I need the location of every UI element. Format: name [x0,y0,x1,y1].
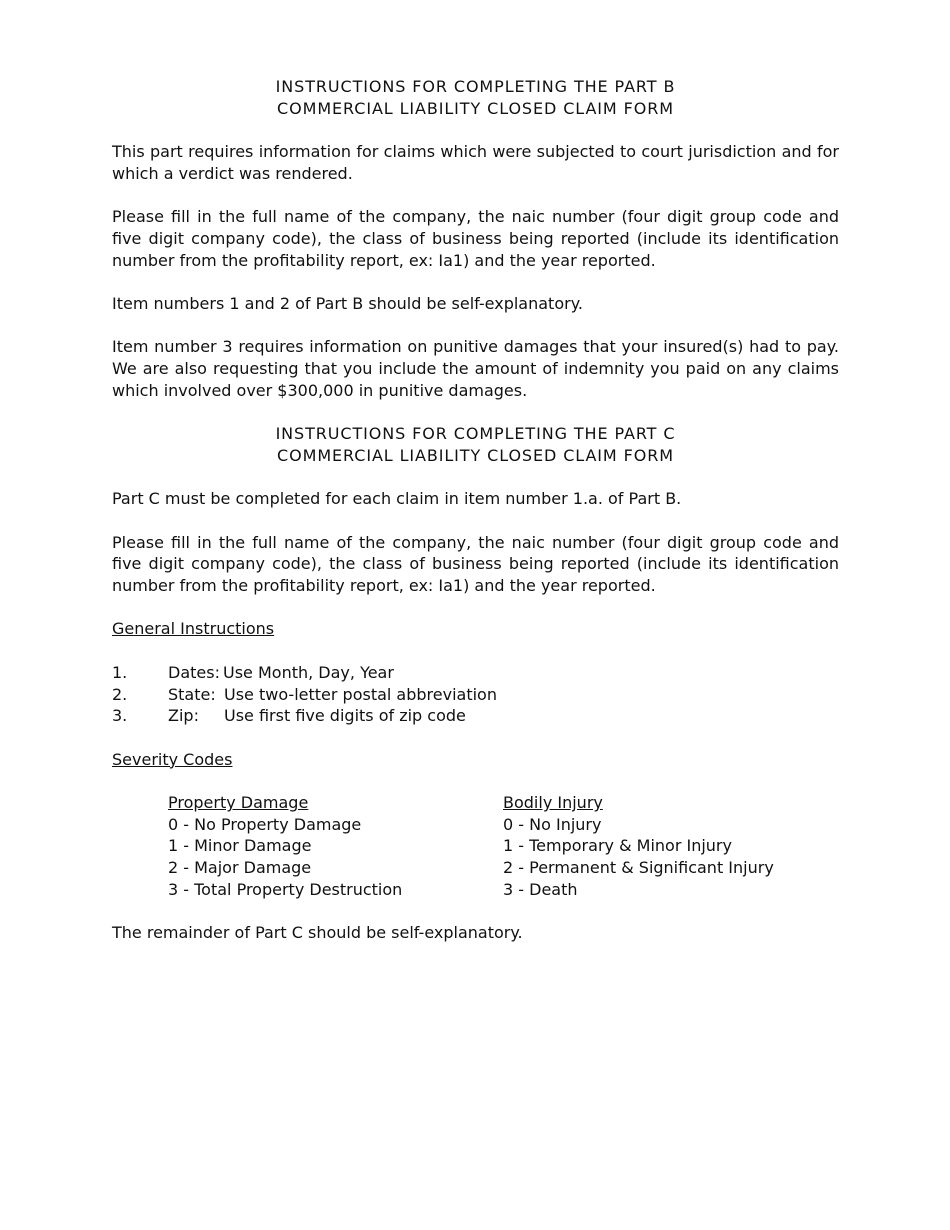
severity-codes-table [112,792,839,901]
general-item-label: State: [168,684,216,704]
general-item-label: Dates: [168,662,220,682]
part-b-paragraph-2: Please fill in the full name of the company, the naic number (four digit group code and five digit company code), the class of business being reported (include its identification number from the profitability report, ex: Ia1) and the year reported. [112,207,839,270]
general-item-number: 1. [112,662,128,682]
part-b-paragraph-3: Item numbers 1 and 2 of Part B should be self-explanatory. [112,293,583,313]
general-item-label: Zip: [168,706,199,726]
general-item-number: 3. [112,706,128,726]
general-item-2 [112,684,839,706]
closing-paragraph: The remainder of Part C should be self-explanatory. [112,923,523,943]
part-b-heading-line2: COMMERCIAL LIABILITY CLOSED CLAIM FORM [277,98,674,118]
general-instructions-title: General Instructions [112,619,275,639]
property-damage-item: 1 - Minor Damage [168,836,312,856]
part-c-paragraph-1: Part C must be completed for each claim in item number 1.a. of Part B. [112,489,682,509]
property-damage-item: 2 - Major Damage [168,858,312,878]
part-b-heading-line1: INSTRUCTIONS FOR COMPLETING THE PART B [275,77,676,96]
part-c-heading-line2: COMMERCIAL LIABILITY CLOSED CLAIM FORM [277,445,674,465]
part-b-paragraph-4: Item number 3 requires information on punitive damages that your insured(s) had to pay. We are also requesting that you include the amount of indemnity you paid on any claims which involved over $300,000 in punitive damages. [112,337,839,400]
part-c-paragraph-2: Please fill in the full name of the company, the naic number (four digit group code and five digit company code), the class of business being reported (include its identification number from the profitability report, ex: Ia1) and the year reported. [112,532,839,596]
part-c-heading-line1: INSTRUCTIONS FOR COMPLETING THE PART C [275,424,676,444]
bodily-injury-item: 3 - Death [503,879,578,899]
general-item-text: Use two-letter postal abbreviation [224,684,497,704]
bodily-injury-item: 1 - Temporary & Minor Injury [503,836,732,856]
bodily-injury-item: 0 - No Injury [503,814,602,834]
severity-codes-title: Severity Codes [112,749,233,769]
general-item-1 [112,662,839,684]
instructions-page [112,76,839,944]
bodily-injury-title: Bodily Injury [503,793,603,813]
property-damage-title: Property Damage [168,793,309,813]
property-damage-item: 3 - Total Property Destruction [168,879,403,899]
property-damage-column [168,792,503,901]
general-item-text: Use first five digits of zip code [224,706,466,726]
general-item-3 [112,705,839,727]
general-item-text: Use Month, Day, Year [223,662,394,682]
general-item-number: 2. [112,684,128,704]
bodily-injury-item: 2 - Permanent & Significant Injury [503,858,774,878]
property-damage-item: 0 - No Property Damage [168,814,362,834]
bodily-injury-column [503,792,803,901]
part-b-paragraph-1: This part requires information for claims which were subjected to court jurisdiction and for which a verdict was rendered. [112,142,839,183]
